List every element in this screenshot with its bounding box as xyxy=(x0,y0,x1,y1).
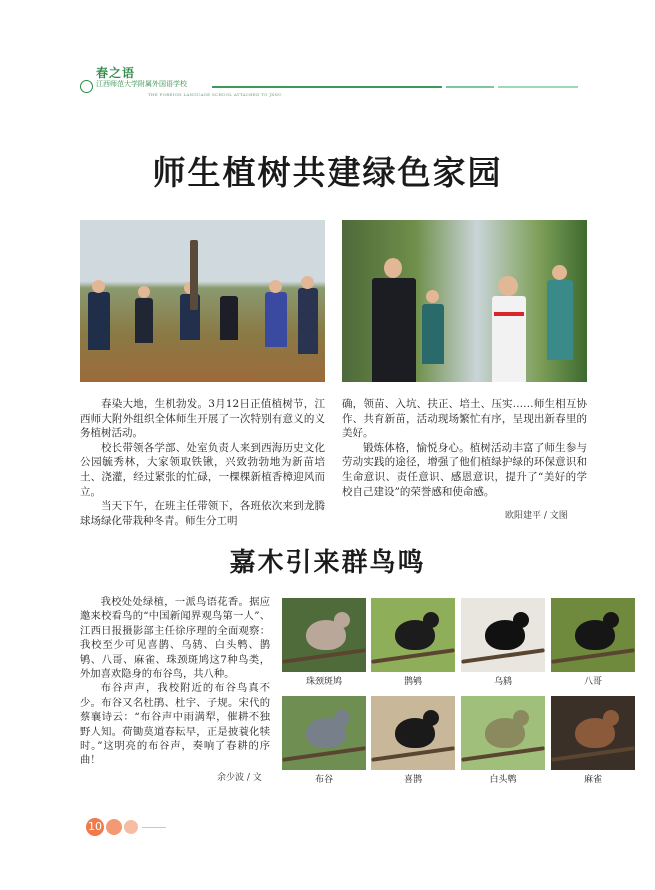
bird-head xyxy=(603,612,619,628)
article-title: 嘉木引来群鸟鸣 xyxy=(229,548,426,578)
school-name-en: THE FOREIGN LANGUAGE SCHOOL ATTACHED TO JXNU xyxy=(148,92,282,97)
bird-label: 白头鹎 xyxy=(489,775,517,785)
bird-photo xyxy=(461,696,545,770)
bird-head xyxy=(423,612,439,628)
bird-label: 乌鸫 xyxy=(493,677,512,687)
branch xyxy=(282,648,366,664)
decorative-rule xyxy=(142,827,166,828)
decorative-dot xyxy=(124,820,138,834)
header-rule xyxy=(446,86,494,88)
paragraph: 当天下午，在班主任带领下，各班依次来到龙腾球场绿化带栽种冬青。师生分工明 xyxy=(80,500,325,527)
page-number: 10 xyxy=(86,818,104,836)
bird-photo xyxy=(282,598,366,672)
bird-photo xyxy=(282,696,366,770)
bird-photo xyxy=(371,598,455,672)
bird-photo xyxy=(551,696,635,770)
bird-head xyxy=(334,710,350,726)
bird-photo xyxy=(551,598,635,672)
bird-head xyxy=(334,612,350,628)
article-column-left xyxy=(80,397,325,528)
decorative-dot xyxy=(106,819,122,835)
branch xyxy=(551,746,635,762)
bird-label: 珠颈斑鸠 xyxy=(305,677,342,687)
paragraph: 校长带领各学部、处室负责人来到西海历史文化公园毓秀林，大家领取铁锹，兴致勃勃地为新苗培土、浇灌，经过紧张的忙碌，一棵棵新植香樟迎风而立。 xyxy=(80,441,325,498)
branch xyxy=(461,648,545,664)
bird-label: 喜鹊 xyxy=(403,775,422,785)
article-column xyxy=(80,595,270,768)
bird-head xyxy=(513,612,529,628)
header-rule xyxy=(498,86,578,88)
header-rule xyxy=(212,86,442,88)
paragraph: 春染大地，生机勃发。3月12日正值植树节，江西师大附外组织全体师生开展了一次特别有意义的义务植树活动。 xyxy=(80,398,325,440)
branch xyxy=(371,648,455,664)
byline: 欧阳建平 / 文图 xyxy=(505,511,568,521)
student-planting-photo xyxy=(342,220,587,382)
byline: 余少波 / 文 xyxy=(217,773,262,783)
bird-label: 八哥 xyxy=(583,677,602,687)
bird-head xyxy=(603,710,619,726)
branch xyxy=(461,746,545,762)
bird-head xyxy=(423,710,439,726)
school-logo-icon xyxy=(80,80,93,93)
bird-head xyxy=(513,710,529,726)
tree-planting-photo xyxy=(80,220,325,382)
bird-photo xyxy=(371,696,455,770)
article-title: 师生植树共建绿色家园 xyxy=(152,153,503,192)
bird-label: 鹊鸲 xyxy=(403,677,422,687)
paragraph: 锻炼体格，愉悦身心。植树活动丰富了师生参与劳动实践的途径，增强了他们植绿护绿的环保意识和生命意识、责任意识、感恩意识，提升了“美好的学校自己建设”的荣誉感和使命感。 xyxy=(342,441,587,498)
bird-label: 布谷 xyxy=(314,775,333,785)
school-name: 江西师范大学附属外国语学校 xyxy=(96,80,187,88)
paragraph: 我校处处绿植，一派鸟语花香。据应邀来校看鸟的“中国新闻界观鸟第一人”、江西日报摄影部主任徐序理的全面观察：我校至少可见喜鹊、乌鸫、白头鹎、鹊鸲、八哥、麻雀、珠颈斑鸠这7种鸟类，外加喜欢隐身的布谷鸟，共八种。 xyxy=(80,596,270,681)
paragraph: 布谷声声，我校附近的布谷鸟真不少。布谷又名杜鹃、杜宇、子规。宋代的蔡襄诗云：“布谷声中雨满犁，催耕不独野人知。荷锄莫道春耘早，正是披蓑化犊时。”这明亮的布谷声，奏响了春耕的序曲！ xyxy=(80,682,270,767)
paragraph: 确，领苗、入坑、扶正、培土、压实……师生相互协作、共育新苗，活动现场繁忙有序，呈现出新春里的美好。 xyxy=(342,398,587,440)
branch xyxy=(551,648,635,664)
column-title: 春之语 xyxy=(96,66,136,80)
article-column-right xyxy=(342,397,587,499)
branch xyxy=(371,746,455,762)
bird-label: 麻雀 xyxy=(583,775,602,785)
branch xyxy=(282,746,366,762)
bird-photo xyxy=(461,598,545,672)
